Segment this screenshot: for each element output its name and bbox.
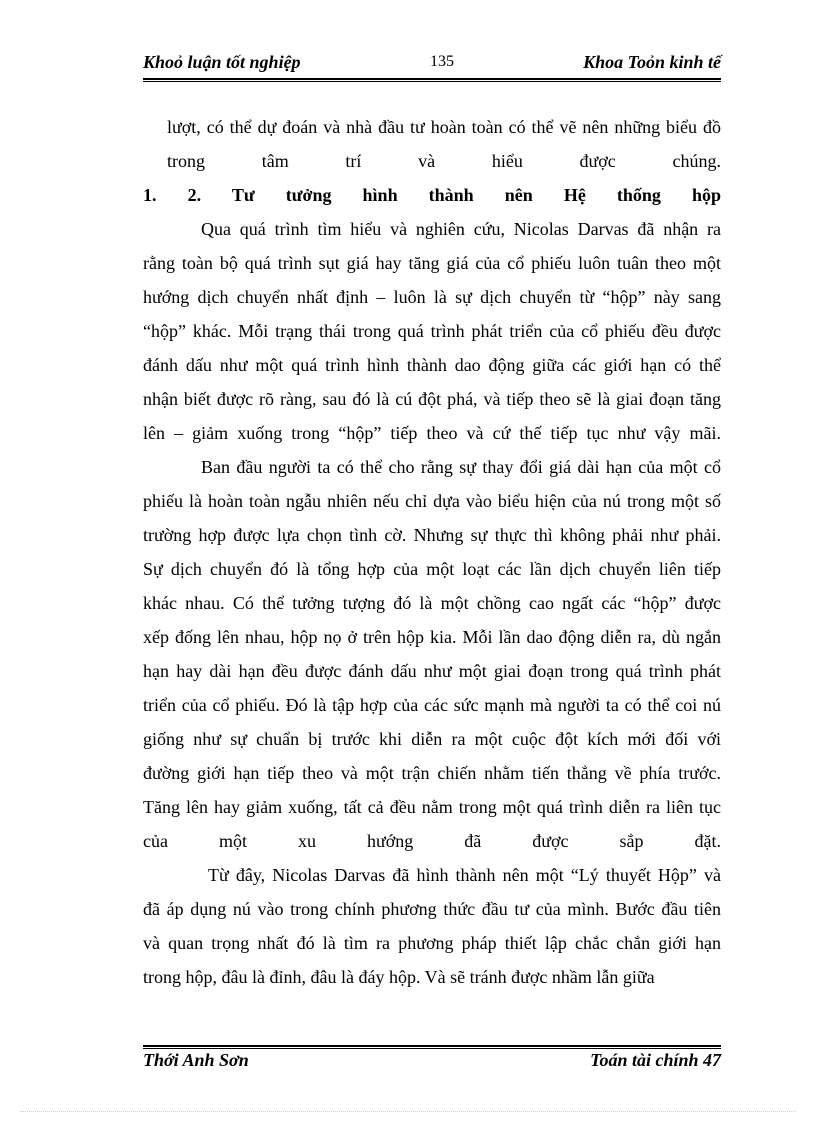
page-footer bbox=[143, 1050, 721, 1076]
text-line: triển của cổ phiếu. Đó là tập hợp của các sức mạnh mà người ta có thể coi nú bbox=[143, 695, 721, 715]
footer-author: Thới Anh Sơn bbox=[143, 1050, 249, 1070]
text-line: giống như sự chuẩn bị trước khi diễn ra một cuộc đột kích mới đối với bbox=[143, 729, 721, 749]
text-line: nhận biết được rõ ràng, sau đó là cú đột phá, và tiếp theo sẽ là giai đoạn tăng bbox=[143, 389, 721, 409]
text-line: của một xu hướng đã được sắp đặt. bbox=[143, 831, 721, 851]
text-line: khác nhau. Có thể tưởng tượng đó là một chồng cao ngất các “hộp” được bbox=[143, 593, 721, 613]
page-number: 135 bbox=[430, 53, 454, 70]
header-rule-thin bbox=[143, 81, 721, 82]
page-header bbox=[143, 52, 721, 78]
footer-class: Toán tài chính 47 bbox=[590, 1050, 721, 1070]
text-line: hạn hay dài hạn đều được đánh dấu như một giai đoạn trong quá trình phát bbox=[143, 661, 721, 681]
text-line: trong hộp, đâu là đỉnh, đâu là đáy hộp. Và sẽ tránh được nhầm lẫn giữa bbox=[143, 967, 655, 987]
text-line: rằng toàn bộ quá trình sụt giá hay tăng giá của cổ phiếu luôn tuân theo một bbox=[143, 253, 721, 273]
header-rule-thick bbox=[143, 78, 721, 80]
text-line: Ban đầu người ta có thể cho rằng sự thay đổi giá dài hạn của một cổ bbox=[201, 457, 721, 477]
text-line: lượt, có thể dự đoán và nhà đầu tư hoàn toàn có thể vẽ nên những biểu đồ bbox=[167, 117, 721, 137]
text-line: lên – giảm xuống trong “hộp” tiếp theo và cứ thế tiếp tục như vậy mãi. bbox=[143, 423, 721, 443]
text-line: Sự dịch chuyển đó là tổng hợp của một loạt các lần dịch chuyển liên tiếp bbox=[143, 559, 721, 579]
text-line: xếp đống lên nhau, hộp nọ ở trên hộp kia. Mỗi lần dao động diễn ra, dù ngắn bbox=[143, 627, 721, 647]
text-line: Tăng lên hay giảm xuống, tất cả đều nằm trong một quá trình diễn ra liên tục bbox=[143, 797, 721, 817]
text-line: Qua quá trình tìm hiểu và nghiên cứu, Nicolas Darvas đã nhận ra bbox=[201, 219, 721, 239]
text-line: trong tâm trí và hiểu được chúng. bbox=[167, 151, 721, 171]
footer-rule-thin bbox=[143, 1048, 721, 1049]
text-line: “hộp” khác. Mỗi trạng thái trong quá trình phát triển của cổ phiếu đều được bbox=[143, 321, 721, 341]
text-line: trường hợp được lựa chọn tình cờ. Nhưng sự thực thì không phải như phải. bbox=[143, 525, 721, 545]
header-faculty: Khoa Toỏn kinh tế bbox=[583, 52, 721, 72]
section-heading: 1. 2. Tư tưởng hình thành nên Hệ thống hộp bbox=[143, 185, 721, 205]
header-thesis-title: Khoỏ luận tốt nghiệp bbox=[143, 52, 301, 72]
text-line: đánh dấu như một quá trình hình thành dao động giữa các giới hạn có thể bbox=[143, 355, 721, 375]
text-line: hướng dịch chuyển nhất định – luôn là sự dịch chuyển từ “hộp” này sang bbox=[143, 287, 721, 307]
text-line: và quan trọng nhất đó là tìm ra phương pháp thiết lập chắc chắn giới hạn bbox=[143, 933, 721, 953]
text-line: đường giới hạn tiếp theo và một trận chiến nhằm tiến thẳng về phía trước. bbox=[143, 763, 721, 783]
text-line: phiếu là hoàn toàn ngẫu nhiên nếu chỉ dựa vào biểu hiện của nú trong một số bbox=[143, 491, 721, 511]
page-bottom-dotted-border bbox=[20, 1111, 796, 1112]
footer-rule-thick bbox=[143, 1045, 721, 1047]
text-line: Từ đây, Nicolas Darvas đã hình thành nên một “Lý thuyết Hộp” và bbox=[208, 865, 721, 885]
text-line: đã áp dụng nú vào trong chính phương thức đầu tư của mình. Bước đầu tiên bbox=[143, 899, 721, 919]
